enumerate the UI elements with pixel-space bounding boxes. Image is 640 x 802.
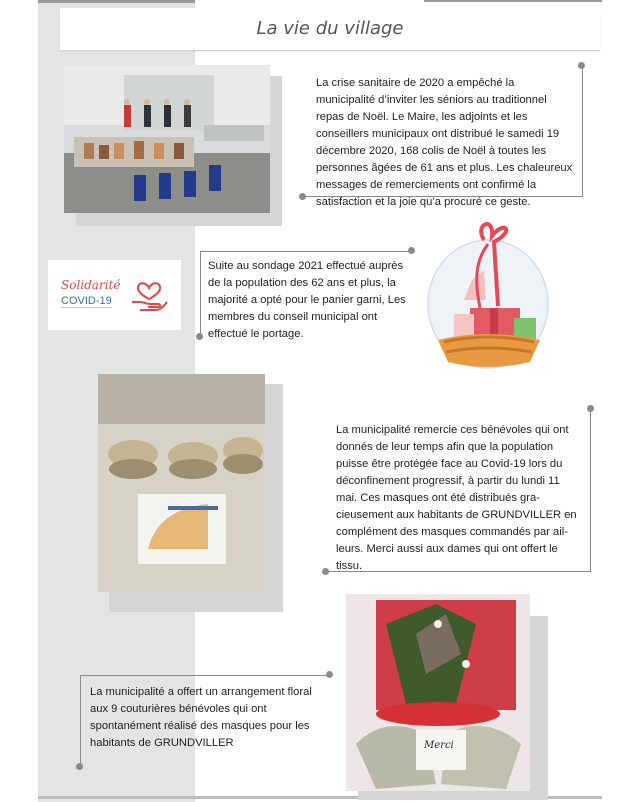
article-3-text: La municipalité remercie ces bénévoles qui ont donnés de leur temps afin que la population puisse être protégée face au Covid-19 lors du déconfinement progressif, à partir du lundi 11 mai. Ces masques ont été distribués gracieusement aux habitants de GRUNDVILLER en complément des masques commandés par ailleurs. Merci aussi aux dames qui ont offert le tissu.	[336, 424, 577, 572]
photo-christmas-parcels	[64, 65, 270, 213]
photo-floral-arrangement	[346, 594, 530, 791]
connector-dot	[322, 568, 329, 575]
connector-dot	[578, 62, 585, 69]
gift-basket-illustration	[424, 210, 554, 376]
logo-line1: Solidarité	[61, 278, 121, 292]
connector-2	[200, 251, 414, 338]
heart-hand-icon	[128, 272, 170, 314]
header	[60, 8, 600, 51]
top-rule-right	[424, 0, 602, 2]
card-merci: Merci	[424, 740, 454, 751]
connector-dot	[196, 333, 203, 340]
photo-masks	[98, 374, 265, 592]
connector-dot	[408, 247, 415, 254]
article-1-text: La crise sanitaire de 2020 a empêché la municipalité d’inviter les séniors au traditionnel repas de Noël. Le Maire, les adjoints et les conseillers municipaux ont distribué le samedi 19 décembre 2020, 168 colis de Noël à toutes les personnes âgées de 61 ans et plus. Les chaleureux messages de remerciements ont confirmé la satisfaction et la joie qu’a procuré ce geste.	[316, 77, 573, 208]
top-rule	[38, 0, 195, 3]
connector-4	[80, 675, 331, 768]
connector-dot	[326, 671, 333, 678]
solidarite-covid-logo	[48, 260, 181, 330]
connector-dot	[299, 193, 306, 200]
article-2-text: Suite au sondage 2021 effectué auprès de la population des 62 ans et plus, la majorité a opté pour le panier garni, Les membres du conseil municipal ont effectué le portage.	[208, 260, 406, 340]
connector-3	[326, 409, 591, 572]
page-title: La vie du village	[256, 18, 404, 39]
connector-dot	[76, 763, 83, 770]
article-4-text: La municipalité a offert un arrangement floral aux 9 couturières bénévoles qui ont spontanément réalisé des masques pour les habitants de GRUNDVILLER	[90, 686, 312, 749]
logo-line2: COVID-19	[61, 295, 112, 307]
connector-1	[303, 66, 583, 197]
connector-dot	[587, 405, 594, 412]
